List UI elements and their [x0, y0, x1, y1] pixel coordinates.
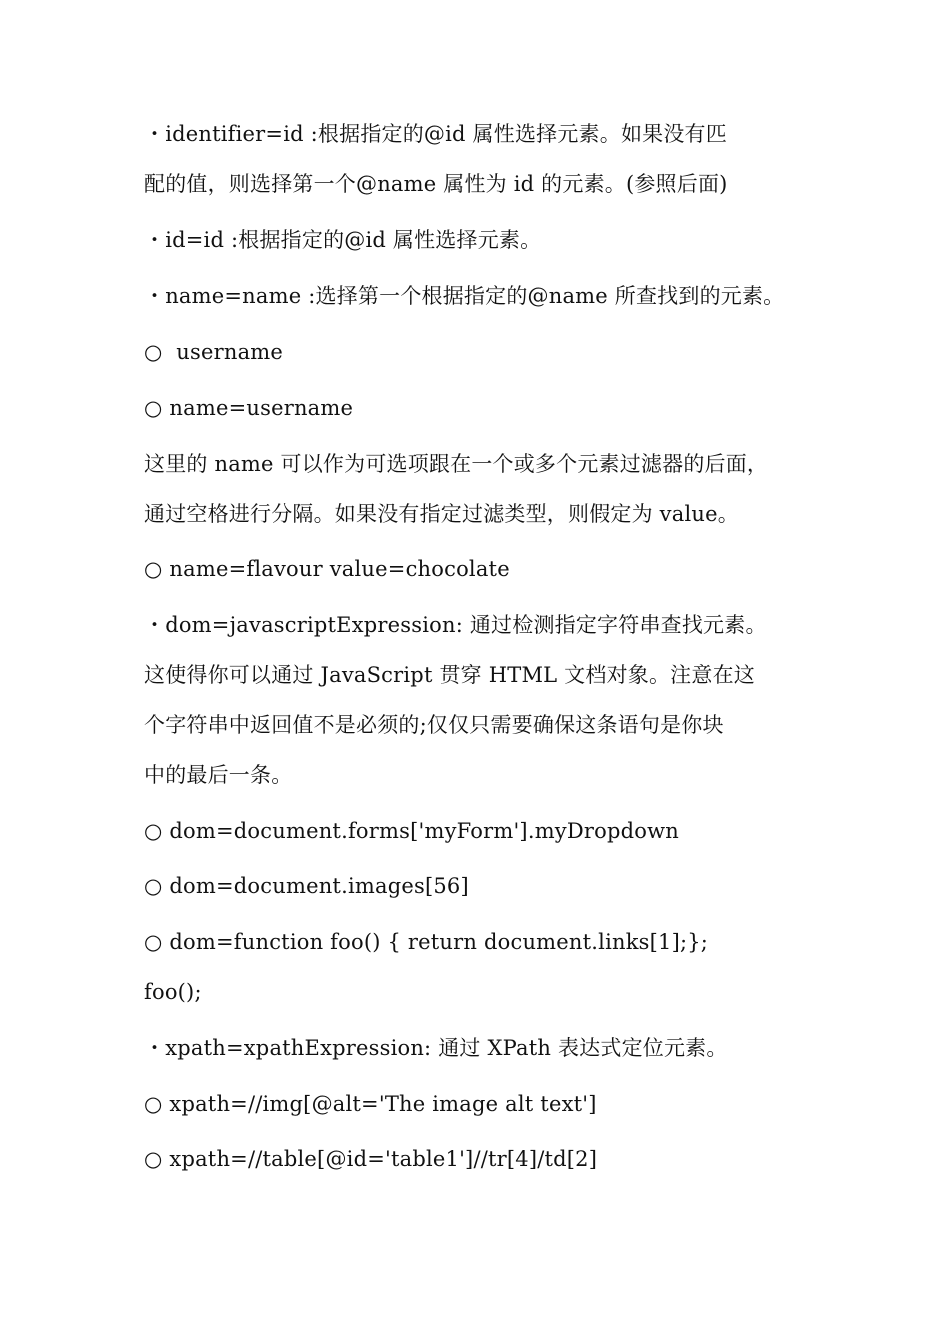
text-line: ○ xpath=//img[@alt='The image alt text']: [144, 1092, 597, 1116]
text-line: ○ username: [144, 340, 284, 364]
text-line: ○ name=username: [144, 396, 354, 420]
text-line: ・identifier=id :根据指定的@id 属性选择元素。如果没有匹: [144, 122, 727, 146]
text-line: ○ dom=function foo() { return document.links[1];};: [144, 930, 709, 954]
text-line: 中的最后一条。: [144, 763, 293, 787]
text-line: ・id=id :根据指定的@id 属性选择元素。: [144, 228, 542, 252]
text-line: 通过空格进行分隔。如果没有指定过滤类型，则假定为 value。: [144, 502, 739, 526]
text-line: ・xpath=xpathExpression: 通过 XPath 表达式定位元素。: [144, 1036, 728, 1060]
text-line: 这使得你可以通过 JavaScript 贯穿 HTML 文档对象。注意在这: [144, 663, 755, 687]
text-line: ○ dom=document.images[56]: [144, 874, 469, 898]
text-line: ・dom=javascriptExpression: 通过检测指定字符串查找元素。: [144, 613, 767, 637]
text-line: foo();: [144, 980, 202, 1004]
text-line: 配的值，则选择第一个@name 属性为 id 的元素。(参照后面): [144, 172, 728, 196]
text-line: 个字符串中返回值不是必须的;仅仅只需要确保这条语句是你块: [144, 713, 724, 737]
text-line: ○ xpath=//table[@id='table1']//tr[4]/td[2]: [144, 1147, 598, 1171]
text-line: ○ name=flavour value=chocolate: [144, 557, 510, 581]
text-line: ○ dom=document.forms['myForm'].myDropdown: [144, 819, 680, 843]
text-line: 这里的 name 可以作为可选项跟在一个或多个元素过滤器的后面，: [144, 452, 769, 476]
text-line: ・name=name :选择第一个根据指定的@name 所查找到的元素。: [144, 284, 785, 308]
